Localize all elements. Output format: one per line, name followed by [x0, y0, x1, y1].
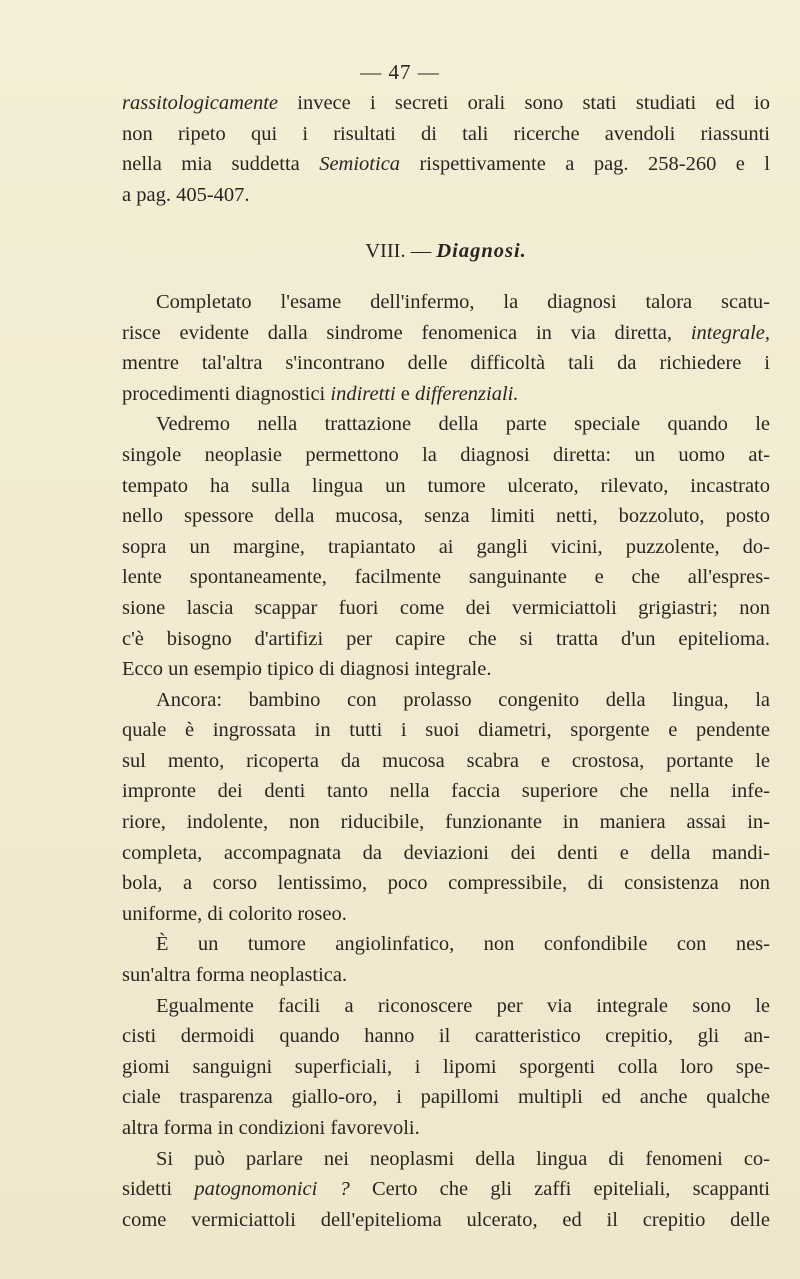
text-line: Completato l'esame dell'infermo, la diagnosi talora scatu- [156, 290, 770, 313]
text-line: lente spontaneamente, facilmente sanguinante e che all'espres- [122, 566, 770, 589]
book-title: Semiotica [319, 153, 401, 176]
text-line: Si può parlare nei neoplasmi della lingua di fenomeni co- [156, 1147, 770, 1170]
italic-word: differenziali. [415, 382, 519, 405]
italic-word: indiretti [330, 382, 396, 405]
italic-word: integrale, [690, 321, 770, 344]
section-title: Diagnosi. [436, 240, 527, 263]
text-line: ciale trasparenza giallo-oro, i papillomi multipli ed anche qualche [122, 1086, 770, 1109]
text-line: bola, a corso lentissimo, poco compressibile, di consistenza non [122, 872, 770, 895]
text-line: sun'altra forma neoplastica. [122, 964, 348, 987]
section-heading [122, 236, 770, 267]
text-span: nella mia suddetta [122, 153, 320, 176]
text-line: completa, accompagnata da deviazioni dei denti e della mandi- [122, 841, 770, 864]
text-line: singole neoplasie permettono la diagnosi diretta: un uomo at- [122, 443, 770, 466]
text-line: come vermiciattoli dell'epitelioma ulcerato, ed il crepitio delle [122, 1208, 770, 1231]
page-text [122, 88, 770, 1235]
text-line: tempato ha sulla lingua un tumore ulcerato, rilevato, incastrato [122, 474, 770, 497]
text-line: Egualmente facili a riconoscere per via integrale sono le [156, 994, 770, 1017]
text-span: sidetti [122, 1178, 195, 1201]
text-span: procedimenti diagnostici [122, 382, 326, 405]
text-span: e [395, 382, 416, 405]
italic-word: patognomonici ? [194, 1178, 350, 1201]
text-line: c'è bisogno d'artifizi per capire che si tratta d'un epitelioma. [122, 627, 770, 650]
text-line: Vedremo nella trattazione della parte speciale quando le [156, 413, 770, 436]
text-line: a pag. 405-407. [122, 183, 250, 206]
text-line [122, 149, 770, 180]
text-line: sopra un margine, trapiantato ai gangli vicini, puzzolente, do- [122, 535, 770, 558]
text-line: non ripeto qui i risultati di tali ricerche avendoli riassunti [122, 122, 770, 145]
text-line: Ecco un esempio tipico di diagnosi integrale. [122, 658, 492, 681]
text-line: È un tumore angiolinfatico, non confondibile con nes- [156, 933, 770, 956]
text-line [122, 1174, 770, 1205]
text-line: quale è ingrossata in tutti i suoi diametri, sporgente e pendente [122, 719, 770, 742]
text-line: Ancora: bambino con prolasso congenito della lingua, la [156, 688, 770, 711]
italic-word: rassitologicamente [122, 92, 279, 114]
text-line: sul mento, ricoperta da mucosa scabra e crostosa, portante le [122, 749, 770, 772]
text-line: altra forma in condizioni favorevoli. [122, 1117, 420, 1139]
text-line [122, 318, 770, 349]
text-line: impronte dei denti tanto nella faccia superiore che nella infe- [122, 780, 770, 803]
text-line: uniforme, di colorito roseo. [122, 902, 347, 925]
text-line: cisti dermoidi quando hanno il caratteristico crepitio, gli an- [122, 1025, 770, 1048]
text-line: riore, indolente, non riducibile, funzionante in maniera assai in- [122, 811, 770, 834]
text-span: risce evidente dalla sindrome fenomenica in via diretta, [122, 321, 673, 344]
text-span: Certo che gli zaffi epiteliali, scappanti [349, 1178, 770, 1201]
text-line [122, 379, 770, 410]
text-span: invece i secreti orali sono stati studiati ed io [278, 92, 770, 114]
section-number: VIII. — [365, 240, 432, 263]
text-span: rispettivamente a pag. 258-260 e l [400, 153, 770, 176]
text-line: nello spessore della mucosa, senza limiti netti, bozzoluto, posto [122, 505, 770, 528]
text-line [122, 88, 770, 119]
page-number: — 47 — [360, 60, 440, 84]
text-line: sione lascia scappar fuori come dei vermiciattoli grigiastri; non [122, 596, 770, 619]
text-line: giomi sanguigni superficiali, i lipomi sporgenti colla loro spe- [122, 1055, 770, 1078]
text-line: mentre tal'altra s'incontrano delle difficoltà tali da richiedere i [122, 352, 770, 375]
